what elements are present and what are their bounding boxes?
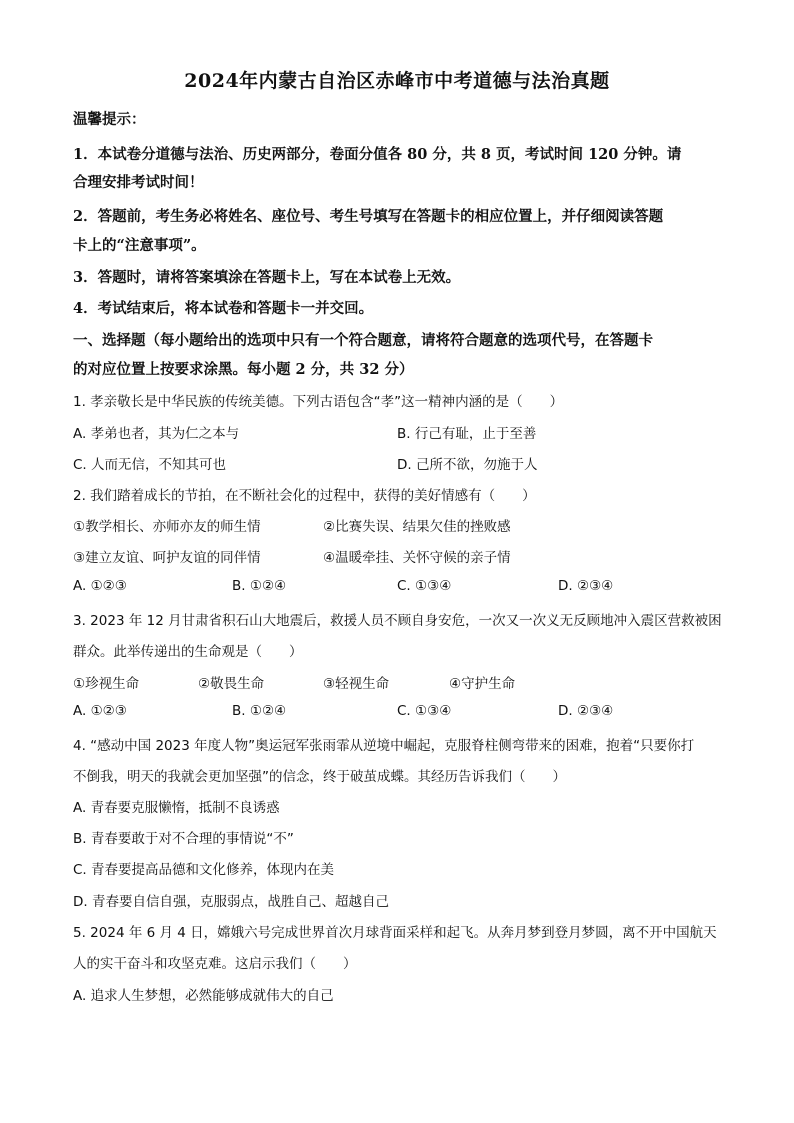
question-4-option-d: D. 青春要自信自强，克服弱点，战胜自己、超越自己 — [73, 894, 389, 910]
question-2-stem: 2. 我们踏着成长的节拍，在不断社会化的过程中，获得的美好情感有（ ） — [73, 488, 536, 504]
question-3-stem-line-1: 3. 2023 年 12 月甘肃省积石山大地震后，救援人员不顾自身安危，一次又一次义无反顾地冲入震区营救被困 — [73, 613, 722, 629]
question-1-option-d: D. 己所不欲，勿施于人 — [397, 457, 538, 473]
question-1-option-a: A. 孝弟也者，其为仁之本与 — [73, 426, 240, 442]
question-2-item-4: ④温暖牵挂、关怀守候的亲子情 — [323, 550, 511, 566]
tip-4: 4．考试结束后，将本试卷和答题卡一并交回。 — [73, 300, 374, 317]
question-3-item-4: ④守护生命 — [449, 676, 516, 692]
tip-3: 3．答题时，请将答案填涂在答题卡上，写在本试卷上无效。 — [73, 269, 461, 286]
question-4-stem-line-1: 4. “感动中国 2023 年度人物”奥运冠军张雨霏从逆境中崛起，克服脊柱侧弯带来的困难，抱着“只要你打 — [73, 738, 695, 754]
question-2-option-c: C. ①③④ — [397, 578, 452, 594]
question-4-option-b: B. 青春要敢于对不合理的事情说“不” — [73, 831, 294, 847]
page-title: 2024年内蒙古自治区赤峰市中考道德与法治真题 — [184, 70, 610, 92]
question-2-item-2: ②比赛失误、结果欠佳的挫败感 — [323, 519, 511, 535]
question-4-option-c: C. 青春要提高品德和文化修养，体现内在美 — [73, 862, 335, 878]
question-3-option-d: D. ②③④ — [558, 703, 614, 719]
question-2-option-d: D. ②③④ — [558, 578, 614, 594]
tip-1-line-1: 1．本试卷分道德与法治、历史两部分，卷面分值各 80 分，共 8 页，考试时间 120 分钟。请 — [73, 146, 682, 163]
question-2-item-1: ①教学相长、亦师亦友的师生情 — [73, 519, 261, 535]
question-5-option-a: A. 追求人生梦想，必然能够成就伟大的自己 — [73, 988, 334, 1004]
question-1-option-b: B. 行己有耻，止于至善 — [397, 426, 537, 442]
question-3-option-a: A. ①②③ — [73, 703, 127, 719]
question-4-option-a: A. 青春要克服懒惰，抵制不良诱惑 — [73, 800, 280, 816]
question-5-stem-line-2: 人的实干奋斗和攻坚克难。这启示我们（ ） — [73, 956, 357, 972]
question-1-option-c: C. 人而无信，不知其可也 — [73, 457, 227, 473]
question-3-option-c: C. ①③④ — [397, 703, 452, 719]
tip-2-line-1: 2．答题前，考生务必将姓名、座位号、考生号填写在答题卡的相应位置上，并仔细阅读答题 — [73, 208, 664, 225]
question-1-stem: 1. 孝亲敬长是中华民族的传统美德。下列古语包含“孝”这一精神内涵的是（ ） — [73, 394, 564, 410]
tip-2-line-2: 卡上的“注意事项”。 — [73, 237, 206, 254]
section-heading-line-2: 的对应位置上按要求涂黑。每小题 2 分，共 32 分） — [73, 361, 414, 378]
question-5-stem-line-1: 5. 2024 年 6 月 4 日，嫦娥六号完成世界首次月球背面采样和起飞。从奔月梦到登月梦圆，离不开中国航天 — [73, 925, 717, 941]
tips-heading: 温馨提示： — [73, 111, 146, 128]
question-3-item-1: ①珍视生命 — [73, 676, 140, 692]
question-4-stem-line-2: 不倒我，明天的我就会更加坚强”的信念，终于破茧成蝶。其经历告诉我们（ ） — [73, 769, 566, 785]
section-heading-line-1: 一、选择题（每小题给出的选项中只有一个符合题意，请将符合题意的选项代号，在答题卡 — [73, 332, 653, 349]
question-2-option-a: A. ①②③ — [73, 578, 127, 594]
question-3-option-b: B. ①②④ — [232, 703, 287, 719]
question-3-stem-line-2: 群众。此举传递出的生命观是（ ） — [73, 644, 303, 660]
tip-1-line-2: 合理安排考试时间！ — [73, 174, 204, 191]
question-2-option-b: B. ①②④ — [232, 578, 287, 594]
question-3-item-2: ②敬畏生命 — [198, 676, 265, 692]
question-2-item-3: ③建立友谊、呵护友谊的同伴情 — [73, 550, 261, 566]
question-3-item-3: ③轻视生命 — [323, 676, 390, 692]
